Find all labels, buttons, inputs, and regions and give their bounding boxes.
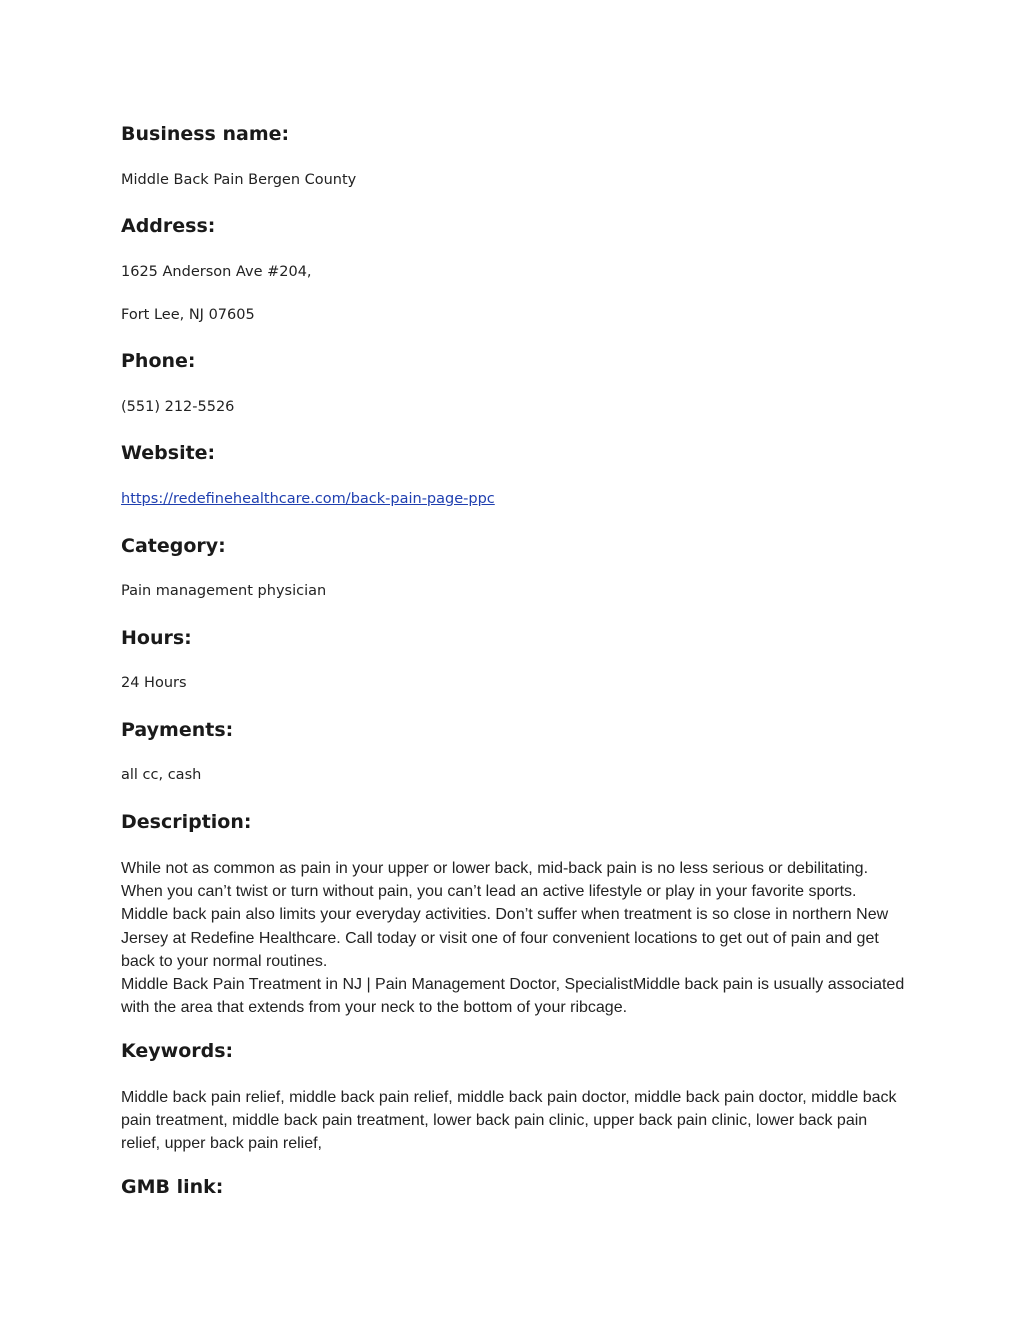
description-paragraph-2: Middle Back Pain Treatment in NJ | Pain Management Doctor, SpecialistMiddle back pain is usually associated with the area that extends from your neck to the bottom of your ribcage. [121, 976, 905, 1017]
website-heading: Website: [121, 442, 216, 464]
description-paragraph-1: While not as common as pain in your upper or lower back, mid-back pain is no less serious or debilitating. When you can’t twist or turn without pain, you can’t lead an active lifestyle or play in your favorite sports. Middle back pain also limits your everyday activities. Don’t suffer when treatment is so close in northern New Jersey at Redefine Healthcare. Call today or visit one of four convenient locations to get out of pain and get back to your normal routines. [121, 860, 889, 970]
phone-value: (551) 212-5526 [121, 399, 235, 415]
category-value: Pain management physician [121, 583, 327, 599]
address-heading: Address: [121, 215, 216, 237]
keywords-value: Middle back pain relief, middle back pain relief, middle back pain doctor, middle back pain doctor, middle back pain treatment, middle back pain treatment, lower back pain clinic, upper back pain clinic, lower back pain relief, upper back pain relief, [121, 1089, 897, 1153]
category-heading: Category: [121, 535, 226, 557]
keywords-heading: Keywords: [121, 1040, 234, 1062]
business-name-heading: Business name: [121, 123, 290, 145]
website-link[interactable]: https://redefinehealthcare.com/back-pain-page-ppc [121, 491, 495, 507]
payments-value: all cc, cash [121, 767, 202, 783]
business-name-value: Middle Back Pain Bergen County [121, 172, 357, 188]
hours-value: 24 Hours [121, 675, 187, 691]
description-heading: Description: [121, 811, 252, 833]
gmb-link-heading: GMB link: [121, 1176, 224, 1198]
payments-heading: Payments: [121, 719, 234, 741]
phone-heading: Phone: [121, 350, 196, 372]
hours-heading: Hours: [121, 627, 192, 649]
address-line1: 1625 Anderson Ave #204, [121, 264, 312, 280]
address-line2: Fort Lee, NJ 07605 [121, 307, 255, 323]
